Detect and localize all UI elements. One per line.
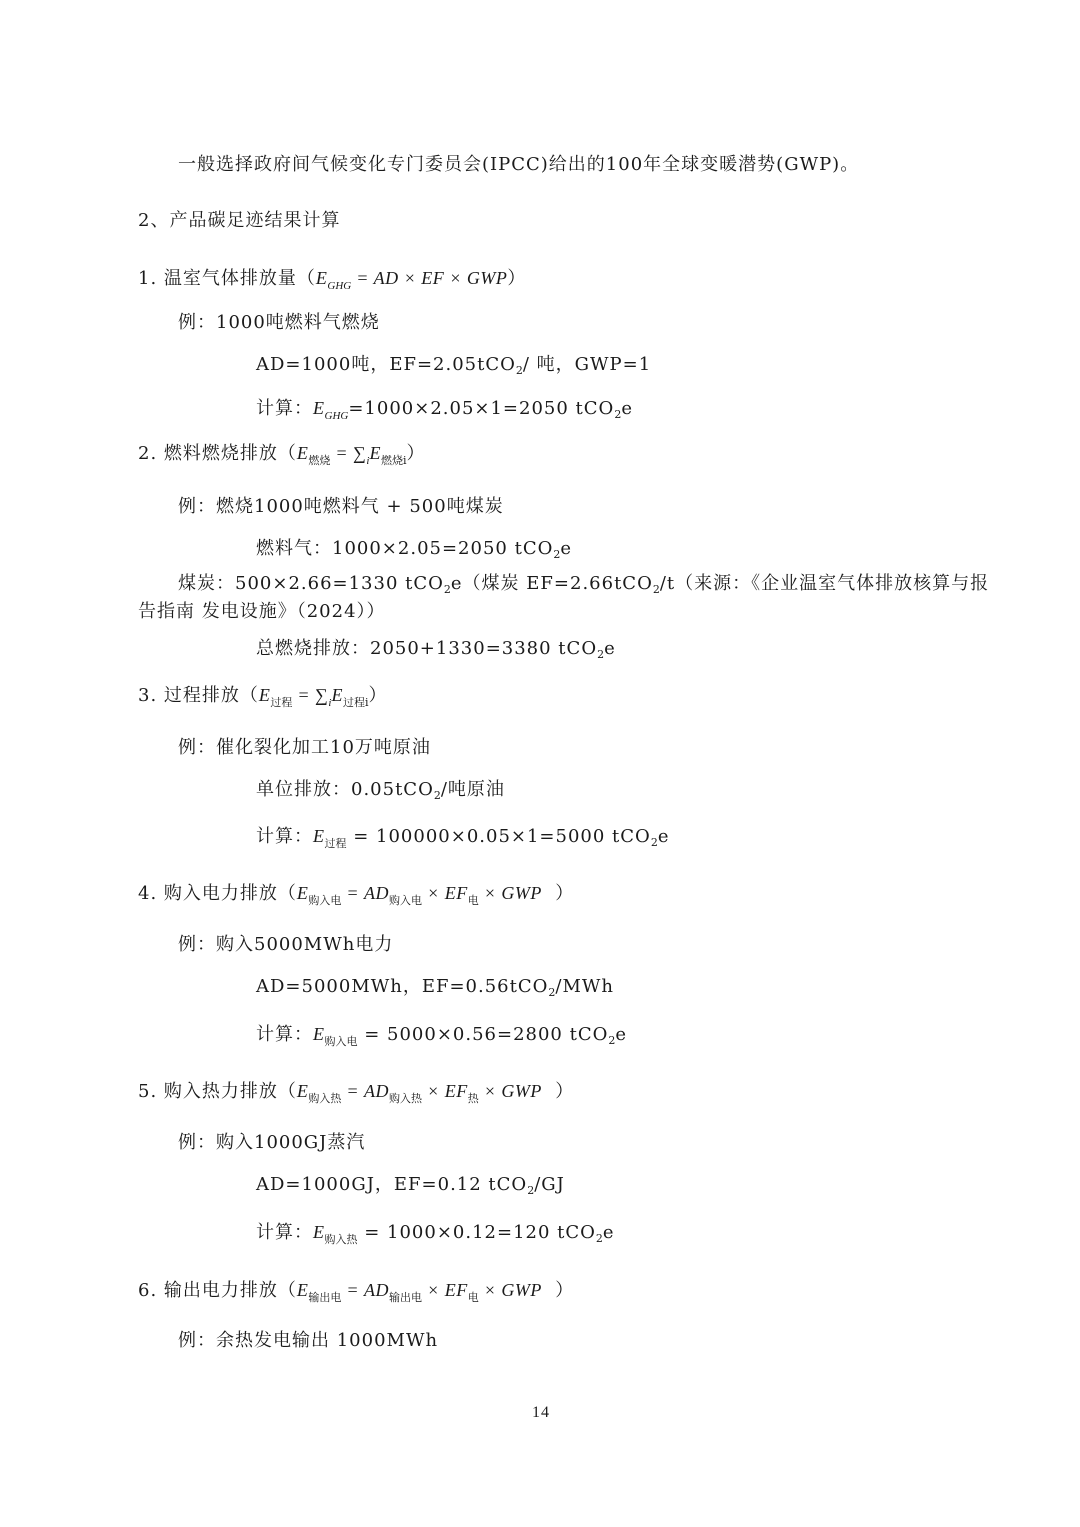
item-3-unit-emission: 单位排放：0.05tCO$_2$/吨原油 bbox=[256, 779, 505, 802]
item-6-title: 6. 输出电力排放（$E_{输出电} = AD_{输出电} \times EF_电$ × GWP ） bbox=[138, 1280, 575, 1304]
section-heading: 2、产品碳足迹结果计算 bbox=[138, 210, 341, 231]
item-4-params: AD=5000MWh，EF=0.56tCO$_2$/MWh bbox=[256, 976, 614, 999]
item-2-fuel-gas: 燃料气：1000×2.05=2050 tCO$_2$e bbox=[256, 538, 572, 561]
item-2-title: 2. 燃料燃烧排放$(E_{燃烧} = \sum_iE_{燃烧i})$ bbox=[138, 443, 426, 467]
item-1-title: 1. 温室气体排放量（$E_{GHG}$ = AD × EF × GWP） bbox=[138, 268, 527, 292]
item-1-example: 例：1000吨燃料气燃烧 bbox=[178, 312, 380, 333]
item-2-total: 总燃烧排放：2050+1330=3380 tCO$_2$e bbox=[256, 638, 616, 661]
item-3-example: 例：催化裂化加工10万吨原油 bbox=[178, 737, 431, 758]
item-5-example: 例：购入1000GJ蒸汽 bbox=[178, 1132, 366, 1153]
item-3-title: 3. 过程排放$(E_{过程} = \sum_iE_{过程i})$ bbox=[138, 685, 388, 709]
item-4-example: 例：购入5000MWh电力 bbox=[178, 934, 394, 955]
item-5-params: AD=1000GJ，EF=0.12 tCO$_2$/GJ bbox=[256, 1174, 565, 1197]
item-2-coal-source: 告指南 发电设施》（2024）） bbox=[138, 601, 386, 622]
item-1-params: AD=1000吨，EF=2.05tCO$_2$/ 吨，GWP=1 bbox=[256, 354, 652, 377]
item-4-calculation: 计算：$E_{购入电} = 5000\times 0.56=2800$ tCO$_2$e bbox=[256, 1024, 628, 1048]
item-2-example: 例：燃烧1000吨燃料气 + 500吨煤炭 bbox=[178, 496, 504, 517]
item-1-calculation: 计算：$E_{GHG}=1000\times 2.05\times 1=2050$ tCO$_2$e bbox=[256, 398, 633, 422]
intro-paragraph: 一般选择政府间气候变化专门委员会(IPCC)给出的100年全球变暖潜势(GWP)。 bbox=[178, 154, 860, 175]
item-5-calculation: 计算：$E_{购入热} = 1000\times 0.12=120$ tCO$_2$e bbox=[256, 1222, 615, 1246]
item-6-example: 例：余热发电输出 1000MWh bbox=[178, 1330, 439, 1351]
item-3-calculation: 计算：$E_{过程} = 100000\times 0.05\times 1=5000$ tCO$_2$e bbox=[256, 826, 670, 850]
item-5-title: 5. 购入热力排放（$E_{购入热} = AD_{购入热} \times EF_热$ × GWP ） bbox=[138, 1081, 575, 1105]
page-number: 14 bbox=[532, 1404, 550, 1421]
item-4-title: 4. 购入电力排放（$E_{购入电} = AD_{购入电} \times EF_电$ × GWP ） bbox=[138, 883, 575, 907]
item-2-coal: 煤炭：500×2.66=1330 tCO$_2$e（煤炭 EF=2.66tCO$_2$/t（来源：《企业温室气体排放核算与报 bbox=[178, 573, 990, 596]
